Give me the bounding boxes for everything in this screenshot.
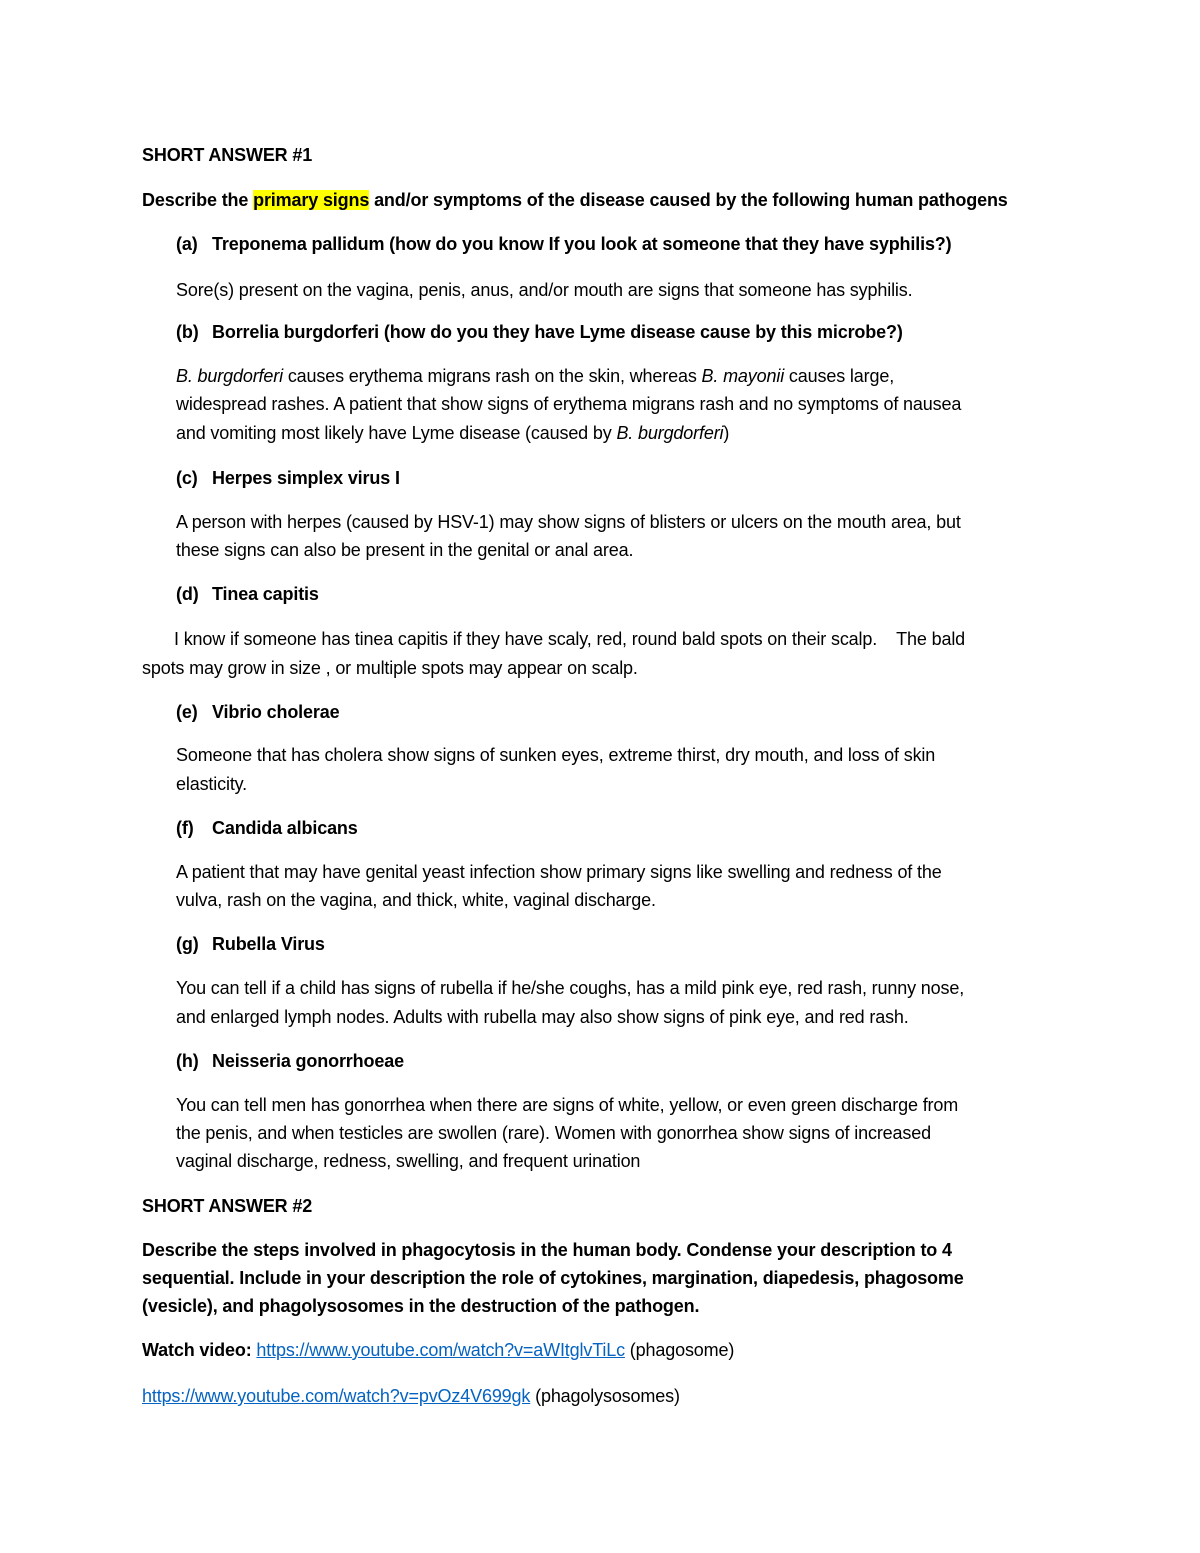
video-line-2 bbox=[142, 1382, 680, 1410]
answer-line: Someone that has cholera show signs of sunken eyes, extreme thirst, dry mouth, and loss of skin bbox=[176, 745, 936, 765]
item-label: (d) bbox=[176, 584, 199, 604]
answer-text: and vomiting most likely have Lyme disease (caused by bbox=[176, 423, 617, 443]
question-prompt-2-line: (vesicle), and phagolysosomes in the destruction of the pathogen. bbox=[142, 1296, 700, 1316]
answer-line bbox=[176, 419, 729, 447]
species-name: B. burgdorferi bbox=[176, 366, 283, 386]
video-link-phagolysosomes[interactable]: https://www.youtube.com/watch?v=pvOz4V699gk bbox=[142, 1386, 531, 1406]
section-title-2: SHORT ANSWER #2 bbox=[142, 1196, 313, 1216]
answer-line: vaginal discharge, redness, swelling, and frequent urination bbox=[176, 1151, 641, 1171]
item-title: Borrelia burgdorferi (how do you they have Lyme disease cause by this microbe?) bbox=[212, 322, 903, 342]
link-note: (phagolysosomes) bbox=[530, 1386, 680, 1406]
answer-line: You can tell men has gonorrhea when there are signs of white, yellow, or even green discharge from bbox=[176, 1095, 959, 1115]
item-heading-f bbox=[176, 814, 358, 842]
item-label: (b) bbox=[176, 322, 199, 342]
video-link-phagosome[interactable]: https://www.youtube.com/watch?v=aWItglvTiLc bbox=[256, 1340, 625, 1360]
item-title: Rubella Virus bbox=[212, 934, 325, 954]
item-label: (a) bbox=[176, 234, 198, 254]
item-title: Herpes simplex virus I bbox=[212, 468, 400, 488]
item-heading-d bbox=[176, 580, 319, 608]
item-title: Neisseria gonorrhoeae bbox=[212, 1051, 404, 1071]
answer-line: the penis, and when testicles are swollen (rare). Women with gonorrhea show signs of increased bbox=[176, 1123, 931, 1143]
answer-text: causes erythema migrans rash on the skin, whereas bbox=[282, 366, 702, 386]
answer-line: A patient that may have genital yeast infection show primary signs like swelling and redness of the bbox=[176, 862, 942, 882]
answer-line: spots may grow in size , or multiple spots may appear on scalp. bbox=[142, 658, 638, 678]
answer-line: these signs can also be present in the genital or anal area. bbox=[176, 540, 634, 560]
item-label: (e) bbox=[176, 702, 198, 722]
answer-line: vulva, rash on the vagina, and thick, white, vaginal discharge. bbox=[176, 890, 656, 910]
item-heading-c bbox=[176, 464, 400, 492]
question-prompt-2-line: sequential. Include in your description the role of cytokines, margination, diapedesis, phagosome bbox=[142, 1268, 964, 1288]
answer-line: and enlarged lymph nodes. Adults with rubella may also show signs of pink eye, and red rash. bbox=[176, 1007, 909, 1027]
answer-text: causes large, bbox=[784, 366, 895, 386]
item-title: Vibrio cholerae bbox=[212, 702, 340, 722]
item-heading-h bbox=[176, 1047, 404, 1075]
species-name: B. burgdorferi bbox=[616, 423, 724, 443]
answer-line: I know if someone has tinea capitis if they have scaly, red, round bald spots on their scalp. The bald bbox=[174, 629, 966, 649]
answer-text: ) bbox=[723, 423, 730, 443]
item-title: Tinea capitis bbox=[212, 584, 319, 604]
item-title: Treponema pallidum (how do you know If you look at someone that they have syphilis?) bbox=[212, 234, 952, 254]
item-heading-e bbox=[176, 698, 339, 726]
question-prompt-1 bbox=[142, 186, 1008, 214]
item-heading-b bbox=[176, 318, 903, 346]
item-heading-a bbox=[176, 230, 952, 258]
video-line-1 bbox=[142, 1336, 734, 1364]
answer-line bbox=[176, 362, 894, 390]
answer-line: elasticity. bbox=[176, 774, 248, 794]
section-title-1: SHORT ANSWER #1 bbox=[142, 145, 313, 165]
watch-video-label: Watch video: bbox=[142, 1340, 257, 1360]
answer-line: Sore(s) present on the vagina, penis, anus, and/or mouth are signs that someone has syphilis. bbox=[176, 280, 913, 300]
answer-line: widespread rashes. A patient that show signs of erythema migrans rash and no symptoms of nausea bbox=[176, 394, 962, 414]
species-name: B. mayonii bbox=[701, 366, 785, 386]
highlighted-text: primary signs bbox=[253, 190, 370, 210]
item-title: Candida albicans bbox=[212, 818, 358, 838]
prompt-text: Describe the bbox=[142, 190, 254, 210]
prompt-text: and/or symptoms of the disease caused by the following human pathogens bbox=[369, 190, 1008, 210]
item-label: (c) bbox=[176, 468, 198, 488]
item-label: (g) bbox=[176, 934, 199, 954]
item-label: (f) bbox=[176, 818, 194, 838]
link-note: (phagosome) bbox=[624, 1340, 735, 1360]
question-prompt-2-line: Describe the steps involved in phagocytosis in the human body. Condense your description to 4 bbox=[142, 1240, 952, 1260]
item-heading-g bbox=[176, 930, 325, 958]
item-label: (h) bbox=[176, 1051, 199, 1071]
answer-line: You can tell if a child has signs of rubella if he/she coughs, has a mild pink eye, red rash, runny nose, bbox=[176, 978, 965, 998]
answer-line: A person with herpes (caused by HSV-1) may show signs of blisters or ulcers on the mouth area, but bbox=[176, 512, 961, 532]
